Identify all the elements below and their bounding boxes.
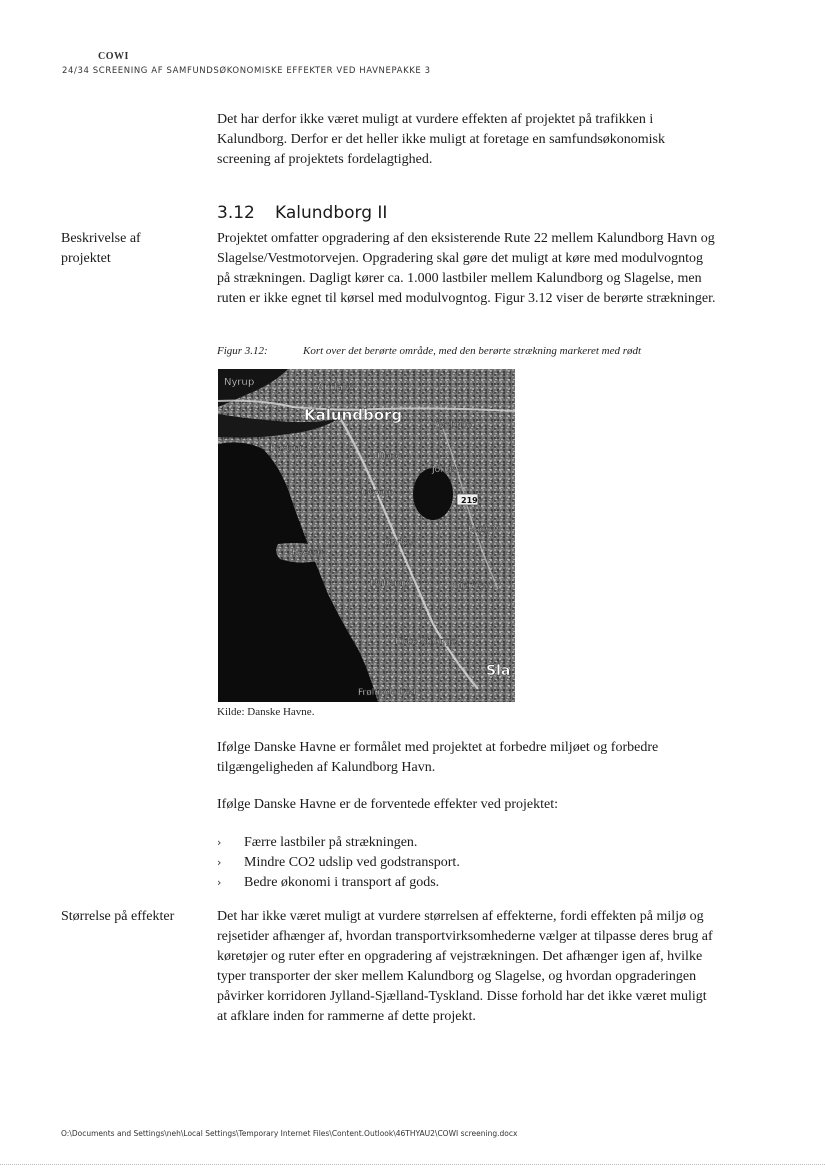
map-label-gorlev: Gørlev [384, 538, 414, 548]
map-label-andaks: Andaks [317, 382, 354, 393]
effects-list [217, 833, 717, 893]
purpose-paragraph: Ifølge Danske Havne er formålet med projektet at forbedre miljøet og forbedre tilgængeligheden af Kalundborg Havn. [217, 740, 659, 775]
map-label-jorlose: Jorløse [432, 465, 463, 475]
section-number: 3.12 [217, 203, 255, 223]
figure-caption [217, 345, 737, 357]
effects-intro: Ifølge Danske Havne er de forventede effekter ved projektet: [217, 797, 559, 812]
description-side-label: Beskrivelse af projektet [61, 231, 141, 266]
map-label-kalundborg: Kalundborg [304, 406, 403, 424]
list-item: › Bedre økonomi i transport af gods. [217, 873, 717, 893]
map-label-bastrup: Bastrup [270, 444, 306, 454]
company-logo: COWI [98, 51, 129, 62]
map-label-ruds-v: Ruds V [468, 525, 499, 535]
map-label-reerso: Reersø [292, 548, 323, 558]
section-heading [217, 203, 387, 223]
map-label-mullerup: Mullerup [370, 579, 410, 589]
bullet-marker: › [217, 876, 222, 889]
map-label-interup: Interup [361, 488, 394, 498]
map-label-svebolle: Svebølle [434, 420, 473, 430]
map-graphic [218, 369, 515, 702]
list-item: › Mindre CO2 udslip ved godstransport. [217, 853, 717, 873]
bullet-marker: › [217, 856, 222, 869]
map-label-sla: Sla [486, 663, 511, 679]
running-header: 24/34 SCREENING AF SAMFUNDSØKONOMISKE EFFEKTER VED HAVNEPAKKE 3 [62, 66, 431, 76]
section-title: Kalundborg II [275, 203, 388, 223]
figure-caption-text: Kort over det berørte område, med den berørte strækning markeret med rødt [303, 345, 642, 357]
intro-paragraph: Det har derfor ikke været muligt at vurdere effekten af projektet på trafikken i Kalundborg. Derfor er det heller ikke muligt at foretage en samfundsøkonomisk screening af projektets fordelagtighed. [217, 112, 666, 167]
map-label-kirke-stillinge: Kirke Stillinge [395, 637, 457, 647]
map-road-number: 219 [461, 496, 478, 505]
map-label-ubby: Ubby [377, 452, 401, 462]
figure-label: Figur 3.12: [217, 345, 268, 357]
bullet-marker: › [217, 836, 222, 849]
page-edge-divider [0, 1164, 825, 1165]
list-item: › Færre lastbiler på strækningen. [217, 833, 717, 853]
map-label-gierslev: Gierslev [453, 581, 490, 591]
size-side-label: Størrelse på effekter [61, 909, 175, 924]
description-paragraph: Projektet omfatter opgradering af den eksisterende Rute 22 mellem Kalundborg Havn og Slagelse/Vestmotorvejen. Opgradering skal gøre det muligt at køre med modulvogntog på strækningen. Dagligt kører ca. 1.000 lastbiler mellem Kalundborg og Slagelse, men ruten er ikke egnet til kørsel med modulvogntog. Figur 3.12 viser de berørte strækninger. [217, 231, 716, 306]
map-label-nyrup: Nyrup [224, 377, 255, 388]
satellite-map [218, 369, 515, 702]
figure-source: Kilde: Danske Havne. [217, 706, 315, 718]
size-paragraph: Det har ikke været muligt at vurdere størrelsen af effekterne, fordi effekten på miljø og rejsetider afhænger af, hvordan transportvirksomhederne vælger at tilpasse deres brug af køretøjer og ruter efter en opgradering af vejstrækningen. Det afhænger igen af, hvilke typer transporter der sker mellem Kalundborg og Slagelse, og hvordan opgraderingen påvirker korridoren Jylland-Sjælland-Tyskland. Disse forhold har det ikke været muligt at afklare inden for rammerne af dette projekt. [217, 909, 713, 1024]
map-label-frolunde-fed: Frølunde Fed [358, 688, 416, 698]
footer-file-path: O:\Documents and Settings\neh\Local Settings\Temporary Internet Files\Content.Outlook\46THYAU2\COWI screening.docx [61, 1129, 518, 1138]
